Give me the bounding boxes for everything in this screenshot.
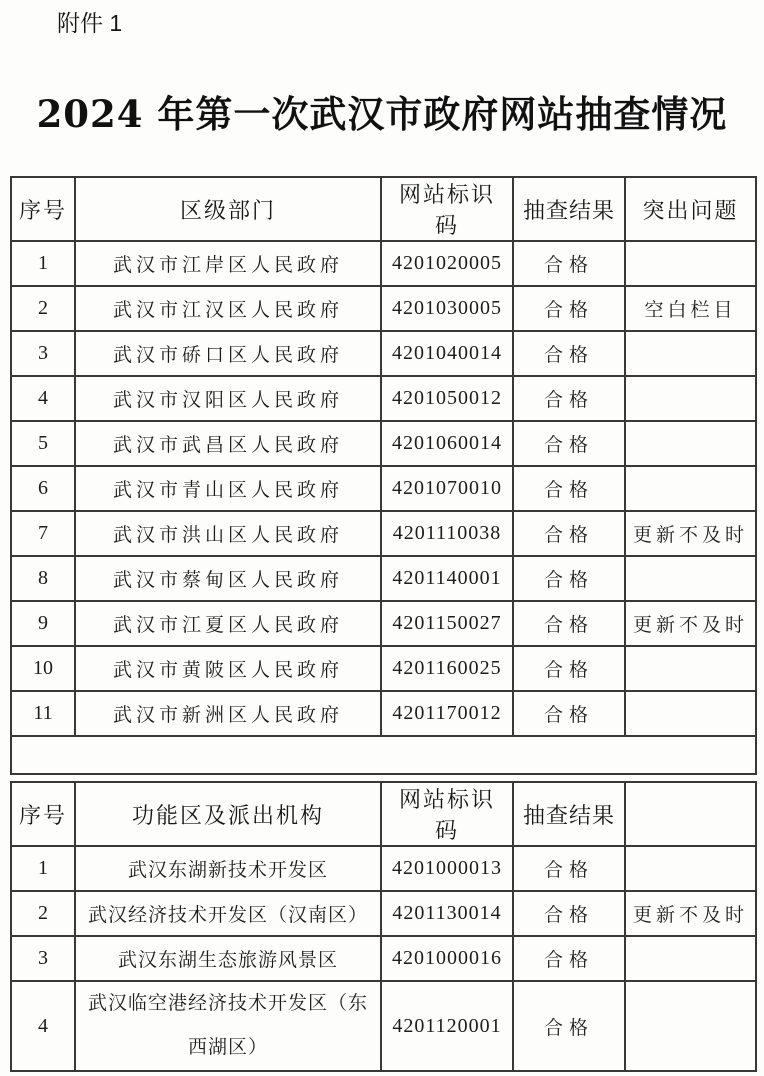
table-cell bbox=[625, 421, 756, 466]
table-cell: 9 bbox=[11, 601, 75, 646]
table-cell: 2 bbox=[11, 891, 75, 936]
table-cell bbox=[625, 331, 756, 376]
table-cell bbox=[625, 846, 756, 891]
district-table bbox=[10, 176, 757, 775]
table-cell: 4201060014 bbox=[381, 421, 513, 466]
table-cell: 合格 bbox=[513, 556, 625, 601]
column-header-blank bbox=[625, 782, 756, 846]
empty-spacer-row bbox=[11, 736, 756, 774]
table-cell: 4201120001 bbox=[381, 981, 513, 1071]
table-row bbox=[11, 601, 756, 646]
table-cell: 合格 bbox=[513, 601, 625, 646]
table-cell: 4201150027 bbox=[381, 601, 513, 646]
table-cell: 武汉市蔡甸区人民政府 bbox=[75, 556, 381, 601]
table-cell: 11 bbox=[11, 691, 75, 736]
table-row bbox=[11, 241, 756, 286]
table-cell: 更新不及时 bbox=[625, 891, 756, 936]
table-cell: 4201000013 bbox=[381, 846, 513, 891]
table-cell: 4201020005 bbox=[381, 241, 513, 286]
table-cell: 6 bbox=[11, 466, 75, 511]
column-header-index: 序号 bbox=[11, 177, 75, 241]
table-row bbox=[11, 466, 756, 511]
table-row bbox=[11, 376, 756, 421]
table-cell: 合格 bbox=[513, 981, 625, 1071]
table-row bbox=[11, 981, 756, 1071]
table-row bbox=[11, 286, 756, 331]
table-cell: 合格 bbox=[513, 691, 625, 736]
table-cell: 武汉市硚口区人民政府 bbox=[75, 331, 381, 376]
table-cell: 10 bbox=[11, 646, 75, 691]
page-title: 2024 年第一次武汉市政府网站抽查情况 bbox=[36, 92, 728, 136]
table-row bbox=[11, 846, 756, 891]
table-cell: 5 bbox=[11, 421, 75, 466]
table-cell: 合格 bbox=[513, 891, 625, 936]
table-cell: 武汉市青山区人民政府 bbox=[75, 466, 381, 511]
district-table-body bbox=[11, 241, 756, 736]
table-cell bbox=[625, 466, 756, 511]
attachment-label: 附件 1 bbox=[57, 10, 123, 36]
table-cell: 7 bbox=[11, 511, 75, 556]
table-cell: 4 bbox=[11, 981, 75, 1071]
functional-zone-table bbox=[10, 781, 757, 1072]
table-cell: 武汉市江岸区人民政府 bbox=[75, 241, 381, 286]
table-cell: 武汉临空港经济技术开发区（东西湖区） bbox=[75, 981, 381, 1071]
table-cell: 4201050012 bbox=[381, 376, 513, 421]
table-cell bbox=[625, 376, 756, 421]
table-cell bbox=[625, 691, 756, 736]
table-cell: 合格 bbox=[513, 511, 625, 556]
table-cell: 合格 bbox=[513, 466, 625, 511]
table-cell: 4 bbox=[11, 376, 75, 421]
table-cell: 合格 bbox=[513, 936, 625, 981]
table-cell: 8 bbox=[11, 556, 75, 601]
table-row bbox=[11, 936, 756, 981]
table-cell: 4201040014 bbox=[381, 331, 513, 376]
table-cell: 4201070010 bbox=[381, 466, 513, 511]
table-cell: 合格 bbox=[513, 421, 625, 466]
table-cell: 合格 bbox=[513, 846, 625, 891]
table-cell: 武汉市江夏区人民政府 bbox=[75, 601, 381, 646]
table-cell: 武汉市洪山区人民政府 bbox=[75, 511, 381, 556]
table-cell bbox=[625, 556, 756, 601]
table-row bbox=[11, 421, 756, 466]
table-cell: 3 bbox=[11, 331, 75, 376]
table-cell: 4201030005 bbox=[381, 286, 513, 331]
district-table-header-row bbox=[11, 177, 756, 241]
empty-cell bbox=[11, 736, 756, 774]
table-cell: 更新不及时 bbox=[625, 511, 756, 556]
table-cell: 合格 bbox=[513, 376, 625, 421]
table-cell: 4201160025 bbox=[381, 646, 513, 691]
table-cell: 武汉市黄陂区人民政府 bbox=[75, 646, 381, 691]
table-cell bbox=[625, 646, 756, 691]
table-cell: 武汉市武昌区人民政府 bbox=[75, 421, 381, 466]
column-header-site-code: 网站标识码 bbox=[381, 782, 513, 846]
table-cell bbox=[625, 936, 756, 981]
table-row bbox=[11, 646, 756, 691]
table-cell bbox=[625, 981, 756, 1071]
table-cell: 4201000016 bbox=[381, 936, 513, 981]
table-cell: 合格 bbox=[513, 241, 625, 286]
table-row bbox=[11, 691, 756, 736]
column-header-result: 抽查结果 bbox=[513, 782, 625, 846]
table-cell: 武汉市江汉区人民政府 bbox=[75, 286, 381, 331]
table-row bbox=[11, 556, 756, 601]
table-cell: 2 bbox=[11, 286, 75, 331]
table-cell bbox=[625, 241, 756, 286]
table-cell: 3 bbox=[11, 936, 75, 981]
table-row bbox=[11, 331, 756, 376]
table-cell: 合格 bbox=[513, 286, 625, 331]
table-cell: 更新不及时 bbox=[625, 601, 756, 646]
table-row bbox=[11, 891, 756, 936]
table-cell: 4201130014 bbox=[381, 891, 513, 936]
table-cell: 合格 bbox=[513, 331, 625, 376]
table-cell: 武汉经济技术开发区（汉南区） bbox=[75, 891, 381, 936]
column-header-result: 抽查结果 bbox=[513, 177, 625, 241]
table-cell: 武汉东湖生态旅游风景区 bbox=[75, 936, 381, 981]
table-cell: 空白栏目 bbox=[625, 286, 756, 331]
column-header-issues: 突出问题 bbox=[625, 177, 756, 241]
functional-zone-table-body bbox=[11, 846, 756, 1071]
table-cell: 1 bbox=[11, 241, 75, 286]
column-header-site-code: 网站标识码 bbox=[381, 177, 513, 241]
table-cell: 1 bbox=[11, 846, 75, 891]
column-header-agency: 功能区及派出机构 bbox=[75, 782, 381, 846]
table-cell: 武汉市新洲区人民政府 bbox=[75, 691, 381, 736]
table-cell: 4201170012 bbox=[381, 691, 513, 736]
column-header-department: 区级部门 bbox=[75, 177, 381, 241]
table-cell: 4201110038 bbox=[381, 511, 513, 556]
column-header-index: 序号 bbox=[11, 782, 75, 846]
table-row bbox=[11, 511, 756, 556]
table-cell: 4201140001 bbox=[381, 556, 513, 601]
table-cell: 合格 bbox=[513, 646, 625, 691]
table-cell: 武汉东湖新技术开发区 bbox=[75, 846, 381, 891]
table-cell: 武汉市汉阳区人民政府 bbox=[75, 376, 381, 421]
functional-zone-header-row bbox=[11, 782, 756, 846]
